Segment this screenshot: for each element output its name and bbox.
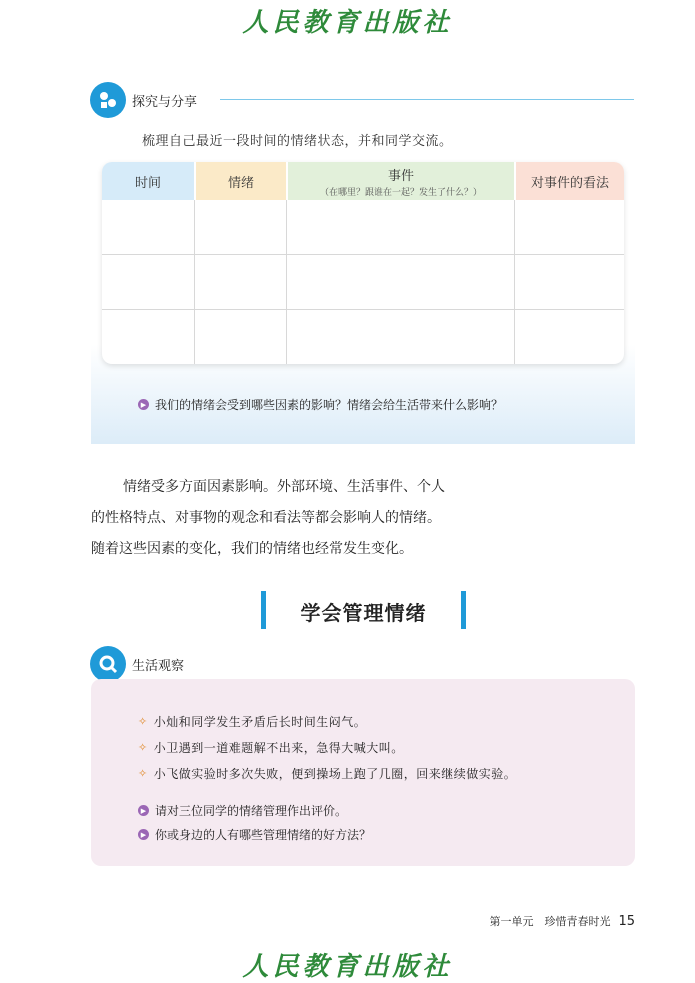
section-title: 学会管理情绪 [300,601,427,625]
explore-intro-text: 梳理自己最近一段时间的情绪状态，并和同学交流。 [142,134,453,149]
explore-share-title: 探究与分享 [132,94,198,110]
diamond-icon: ✧ [138,715,148,728]
header-label: 对事件的看法 [530,175,609,191]
question-text: 你或身边的人有哪些管理情绪的好方法？ [155,828,372,842]
table-cell[interactable] [102,255,195,310]
page-footer [489,913,635,929]
case-text: 小卫遇到一道难题解不出来，急得大喊大叫。 [153,741,404,755]
explore-question [138,396,503,413]
title-bar-right [461,591,466,629]
paragraph-line: 的性格特点、对事物的观念和看法等都会影响人的情绪。 [91,510,441,526]
table-cell[interactable] [287,200,515,255]
case-item [138,713,366,730]
body-paragraph [91,472,611,565]
diamond-icon: ✧ [138,741,148,754]
life-observe-header [90,646,184,682]
table-cell[interactable] [287,310,515,364]
table-cell[interactable] [102,200,195,255]
table-cell[interactable] [195,310,287,364]
table-header-view [516,162,624,200]
table-cell[interactable] [515,310,624,364]
table-cell[interactable] [195,255,287,310]
question-text: 请对三位同学的情绪管理作出评价。 [155,804,348,818]
table-header-event [288,162,514,200]
play-circle-icon: ▶ [138,805,149,816]
case-text: 小灿和同学发生矛盾后长时间生闷气。 [153,715,367,729]
case-item [138,765,516,782]
table-header-time [102,162,194,200]
paragraph-line: 情绪受多方面因素影响。外部环境、生活事件、个人 [123,479,445,495]
table-cell[interactable] [195,200,287,255]
play-circle-icon: ▶ [138,399,149,410]
explore-share-icon [90,82,126,118]
header-label: 事件 [387,168,414,184]
paragraph-line: 随着这些因素的变化，我们的情绪也经常发生变化。 [91,541,413,557]
life-observe-title: 生活观察 [132,658,185,674]
publisher-logo-bottom: 人民教育出版社 [242,952,453,982]
publisher-logo-top: 人民教育出版社 [242,8,453,38]
header-label: 时间 [134,175,161,191]
header-label: 情绪 [227,175,254,191]
life-question [138,802,347,819]
table-cell[interactable] [287,255,515,310]
diamond-icon: ✧ [138,767,148,780]
case-text: 小飞做实验时多次失败，便到操场上跑了几圈，回来继续做实验。 [153,767,517,781]
emotion-table [102,162,624,364]
header-sublabel: （在哪里？跟谁在一起？发生了什么？） [319,187,482,198]
table-header-emotion [196,162,286,200]
life-question [138,826,371,843]
case-item [138,739,404,756]
life-observe-icon [90,646,126,682]
unit-title: 第一单元 珍惜青春时光 [489,915,611,928]
section-title-box [261,591,466,629]
question-text: 我们的情绪会受到哪些因素的影响？情绪会给生活带来什么影响？ [155,398,504,412]
table-cell[interactable] [515,255,624,310]
explore-share-header [90,82,197,118]
table-cell[interactable] [102,310,195,364]
play-circle-icon: ▶ [138,829,149,840]
header-divider [220,99,634,100]
page-number: 15 [618,914,635,929]
table-cell[interactable] [515,200,624,255]
